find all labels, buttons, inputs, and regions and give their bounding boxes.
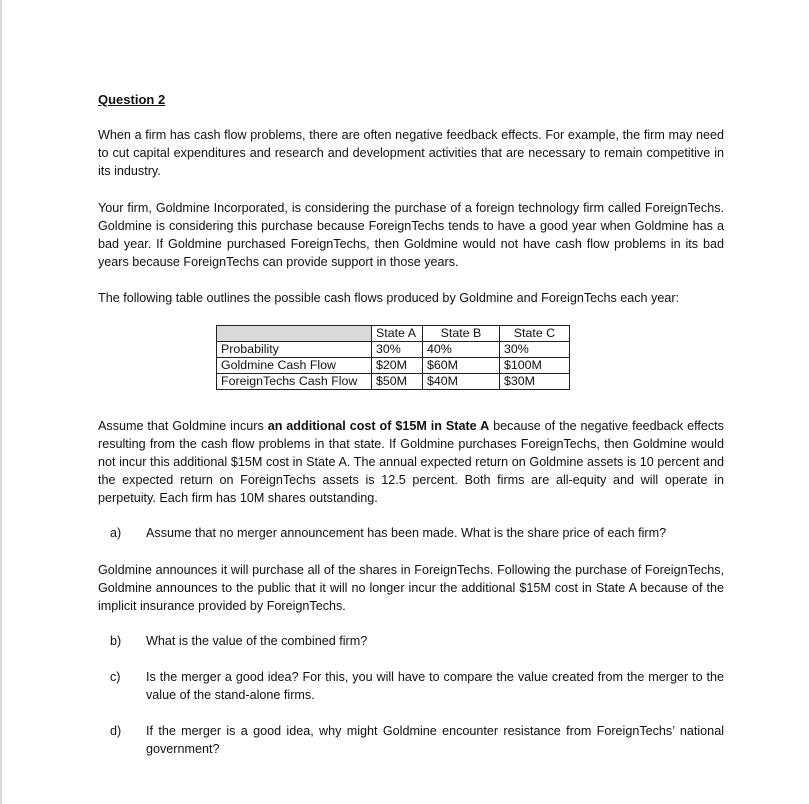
question-b [110,632,724,650]
row-label: ForeignTechs Cash Flow [217,374,372,390]
cell-state-a: 30% [372,342,423,358]
question-d-text: If the merger is a good idea, why might Goldmine encounter resistance from ForeignTechs’ national government? [146,724,724,756]
row-label: Probability [217,342,372,358]
question-a [110,524,724,542]
page-left-edge [0,0,2,804]
assumptions-text-start: Assume that Goldmine incurs [98,419,268,433]
cell-state-a: $50M [372,374,423,390]
table-header-state-a: State A [372,326,423,342]
question-c-letter: c) [110,670,121,684]
question-d-letter: d) [110,724,122,738]
paragraph-firm-description: Your firm, Goldmine Incorporated, is considering the purchase of a foreign technology firm called ForeignTechs. Goldmine is considering this purchase because ForeignTechs tends to have a good year when Goldmine has a bad year. If Goldmine purchased ForeignTechs, then Goldmine would not have cash flow problems in its bad years because ForeignTechs can provide support in those years. [98,201,724,269]
cell-state-c: $30M [499,374,569,390]
paragraph-merger-announcement: Goldmine announces it will purchase all of the shares in ForeignTechs. Following the purchase of ForeignTechs, Goldmine announces to the public that it will no longer incur the additional $15M cost in State A because of the implicit insurance provided by ForeignTechs. [98,563,724,613]
paragraph-intro: When a firm has cash flow problems, there are often negative feedback effects. For example, the firm may need to cut capital expenditures and research and development activities that are necessary to remain competitive in its industry. [98,128,724,178]
question-c-text: Is the merger a good idea? For this, you will have to compare the value created from the merger to the value of the stand-alone firms. [146,670,724,702]
question-a-text: Assume that no merger announcement has been made. What is the share price of each firm? [146,526,667,540]
cell-state-b: 40% [422,342,499,358]
table-header-row [217,326,570,342]
cell-state-b: $60M [422,358,499,374]
question-b-text: What is the value of the combined firm? [146,634,368,648]
assumptions-bold-cost: an additional cost of $15M in State A [267,419,490,433]
cash-flow-table [216,325,570,390]
row-label: Goldmine Cash Flow [217,358,372,374]
paragraph-assumptions [98,417,724,507]
paragraph-table-intro: The following table outlines the possible cash flows produced by Goldmine and ForeignTechs each year: [98,291,680,305]
table-row [217,358,570,374]
cell-state-b: $40M [422,374,499,390]
cell-state-a: $20M [372,358,423,374]
cell-state-c: $100M [499,358,569,374]
table-header-state-b: State B [422,326,499,342]
question-c [110,668,724,704]
table-header-state-c: State C [499,326,569,342]
table-header-corner [217,326,372,342]
question-d [110,722,724,758]
table-row [217,374,570,390]
question-b-letter: b) [110,634,122,648]
assumptions-text-end: because of the negative feedback effects resulting from the cash flow problems in that state. If Goldmine purchases ForeignTechs, then Goldmine would not incur this additional $15M cost in State A. The annual expected return on Goldmine assets is 10 percent and the expected return on ForeignTechs assets is 12.5 percent. Both firms are all-equity and will operate in perpetuity. Each firm has 10M shares outstanding. [98,419,724,505]
question-title: Question 2 [98,92,166,107]
table-row [217,342,570,358]
cell-state-c: 30% [499,342,569,358]
question-a-letter: a) [110,526,122,540]
